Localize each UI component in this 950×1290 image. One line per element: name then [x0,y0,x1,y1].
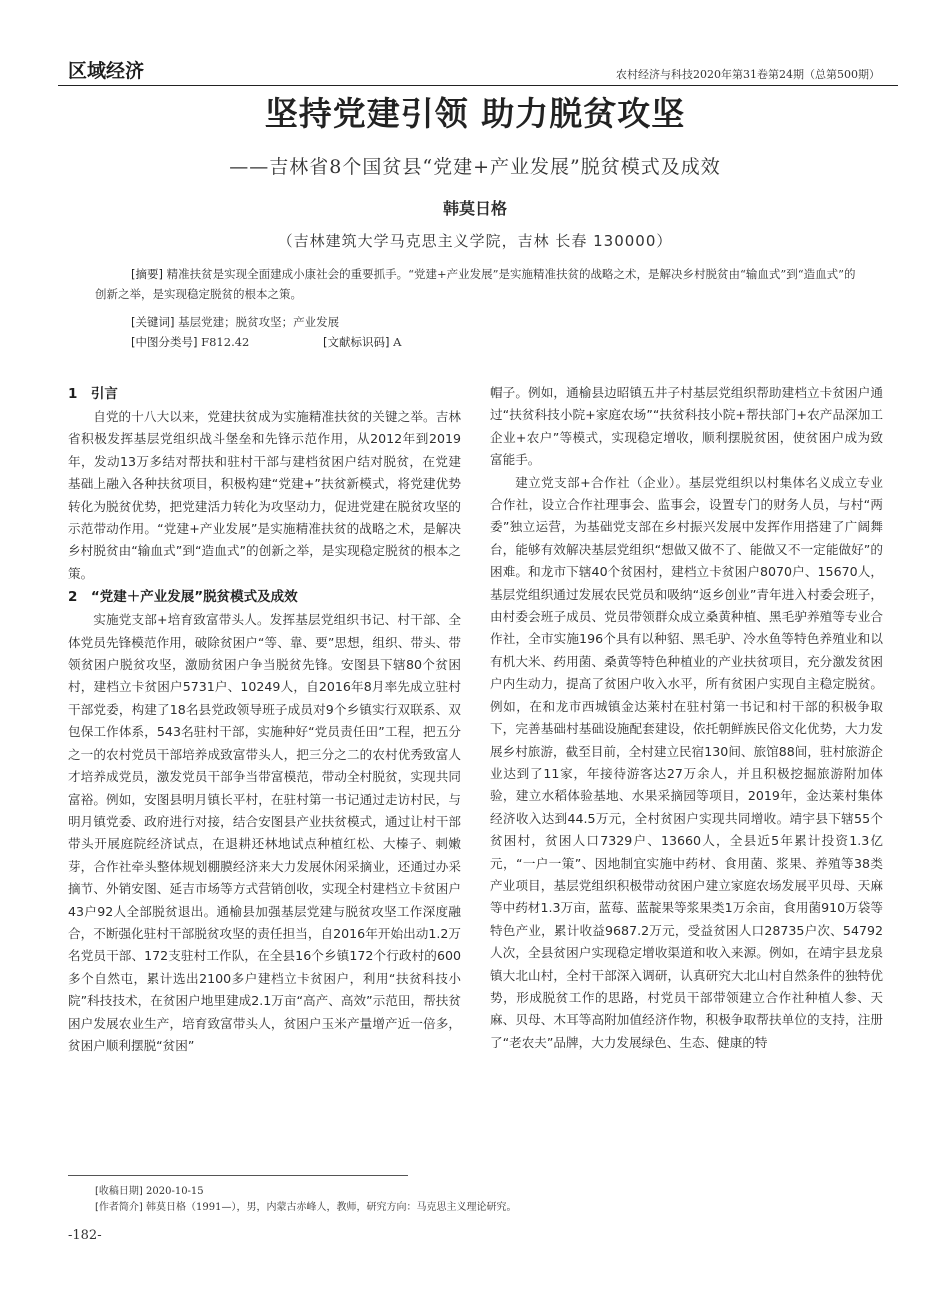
doc-code-label: [文献标识码] [323,335,390,349]
footnote-author-bio [95,1200,516,1216]
doc-code-text: A [393,335,402,349]
body-column-right [490,382,883,1054]
document-code [323,332,401,352]
section-label: 区域经济 [68,60,145,82]
abstract [95,264,865,304]
article-subtitle: ——吉林省8个国贫县“党建+产业发展”脱贫模式及成效 [229,156,721,178]
received-text: 2020-10-15 [146,1186,204,1197]
section-heading-model: 2 “党建＋产业发展”脱贫模式及成效 [68,589,298,606]
section-heading-introduction: 1 引言 [68,386,118,402]
footnote-divider [68,1175,408,1176]
keywords [131,312,339,332]
body-column-left [68,382,461,1057]
keywords-label: [关键词] [131,315,175,329]
article-title: 坚持党建引领 助力脱贫攻坚 [264,94,686,133]
bio-text: 韩莫日格（1991—），男，内蒙古赤峰人，教师，研究方向：马克思主义理论研究。 [146,1202,517,1213]
bio-label: [作者简介] [95,1202,143,1213]
clc-label: [中图分类号] [131,335,198,349]
header-divider [58,85,898,86]
body-paragraph: 建立党支部+合作社（企业）。基层党组织以村集体名义成立专业合作社，设立合作社理事会、监事会，设置专门的财务人员，与村“两委”独立运营，为基础党支部在乡村振兴发展中发挥作用搭建了广阔舞台，能够有效解决基层党组织“想做又做不了、能做又不一定能做好”的困难。和龙市下辖40个贫困村，建档立卡贫困户8070户、15670人，基层党组织通过发展农民党员和吸纳“返乡创业”青年进入村委会班子，由村委会班子成员、党员带领群众成立桑黄种植、黑毛驴养殖等专业合作社，全市实施196个具有以种貂、黑毛驴、冷水鱼等特色养殖业和以有机大米、药用菌、桑黄等特色种植业的产业扶贫项目，充分激发贫困户内生动力，提高了贫困户收入水平，所有贫困户实现自主稳定脱贫。例如，在和龙市西城镇金达莱村在驻村第一书记和村干部的积极争取下，完善基础村基础设施配套建设，依托朝鲜族民俗文化优势，大力发展乡村旅游，截至目前，全村建立民宿130间、旅馆88间，驻村旅游企业达到了11家，年接待游客达27万余人，并且积极挖掘旅游附加体验，建立水稻体验基地、水果采摘园等项目，2019年，金达莱村集体经济收入达到44.5万元，全村贫困户实现共同增收。靖宇县下辖55个贫困村，贫困人口7329户、13660人，全县近5年累计投资1.3亿元，“一户一策”、因地制宜实施中药材、食用菌、浆果、养殖等38类产业项目，基层党组织积极带动贫困户建立家庭农场发展平贝母、天麻等中药材1.3万亩，蓝莓、蓝靛果等浆果类1万余亩，食用菌910万袋等特色产业，累计收益9687.2万元，受益贫困人口28735户次、54792人次，全县贫困户实现稳定增收渠道和收入来源。例如，在靖宇县龙泉镇大北山村，全村干部深入调研，认真研究大北山村自然条件的独特优势，形成脱贫工作的思路，村党员干部带领建立合作社种植人参、天麻、贝母、木耳等高附加值经济作物，积极争取帮扶单位的支持，注册了“老农夫”品牌，大力发展绿色、生态、健康的特 [490,474,883,1050]
received-label: [收稿日期] [95,1186,143,1197]
author-name: 韩莫日格 [442,199,507,218]
body-paragraph: 自党的十八大以来，党建扶贫成为实施精准扶贫的关键之举。吉林省积极发挥基层党组织战斗堡垒和先锋示范作用，从2012年到2019年，发动13万多结对帮扶和驻村干部与建档贫困户结对脱贫，在党建基础上融入各种扶贫项目，积极构建“党建+”扶贫新模式，将党建优势转化为脱贫优势，把党建活力转化为攻坚动力，促进党建在脱贫攻坚的示范带动作用。“党建+产业发展”是实施精准扶贫的战略之术，是解决乡村脱贫由“输血式”到“造血式”的创新之举，是实现稳定脱贫的根本之策。 [68,409,461,581]
body-paragraph: 实施党支部+培育致富带头人。发挥基层党组织书记、村干部、全体党员先锋模范作用，破除贫困户“等、靠、要”思想，组织、带头、带领贫困户脱贫攻坚，激励贫困户争当脱贫先锋。安图县下辖80个贫困村，建档立卡贫困户5731户、10249人，自2016年8月率先成立驻村干部党委，构建了18名县党政领导班子成员对9个乡镇实行双联系、双包保工作体系，543名驻村干部，实施种好“党员责任田”工程，把五分之一的农村党员干部培养成致富带头人，把三分之二的农村优秀致富人才培养成党员，激发党员干部争当带富模范，带动全村脱贫，实现共同富裕。例如，安图县明月镇长平村，在驻村第一书记通过走访村民，与明月镇党委、政府进行对接，结合安图县产业扶贫模式，通过让村干部带头开展庭院经济试点，在退耕还林地试点种植红松、大榛子、刺嫩芽，合作社牵头整体规划棚膜经济来大力发展休闲采摘业，还通过办采摘节、外销安图、延吉市场等方式营销创收，实现全村建档立卡贫困户43户92人全部脱贫退出。通榆县加强基层党建与脱贫攻坚工作深度融合，不断强化驻村干部脱贫攻坚的责任担当，自2016年开始出动1.2万名党员干部、172支驻村工作队，在全县16个乡镇172个行政村的600多个自然屯，累计选出2100多户建档立卡贫困户，利用“扶贫科技小院”科技技术，在贫困户地里建成2.1万亩“高产、高效”示范田，帮扶贫困户发展农业生产，培育致富带头人，贫困户玉米产量增产近一倍多，贫困户顺利摆脱“贫困” [68,612,461,1053]
page-number: -182- [68,1228,102,1243]
author-affiliation: （吉林建筑大学马克思主义学院，吉林 长春 130000） [277,232,673,250]
footnotes [95,1184,516,1216]
journal-info: 农村经济与科技2020年第31卷第24期（总第500期） [616,68,880,81]
clc-number [131,332,249,352]
abstract-text: 精准扶贫是实现全面建成小康社会的重要抓手。“党建+产业发展”是实施精准扶贫的战略之术，是解决乡村脱贫由“输血式”到“造血式”的创新之举，是实现稳定脱贫的根本之策。 [95,267,856,301]
footnote-received [95,1184,516,1200]
body-paragraph-continued: 帽子。例如，通榆县边昭镇五井子村基层党组织帮助建档立卡贫困户通过“扶贫科技小院+家庭农场”“扶贫科技小院+帮扶部门+农产品深加工企业+农户”等模式，实现稳定增收，顺利摆脱贫困，使贫困户成为致富能手。 [490,385,883,468]
abstract-label: [摘要] [131,267,163,281]
keywords-text: 基层党建；脱贫攻坚；产业发展 [178,315,340,329]
clc-text: F812.42 [201,335,250,349]
